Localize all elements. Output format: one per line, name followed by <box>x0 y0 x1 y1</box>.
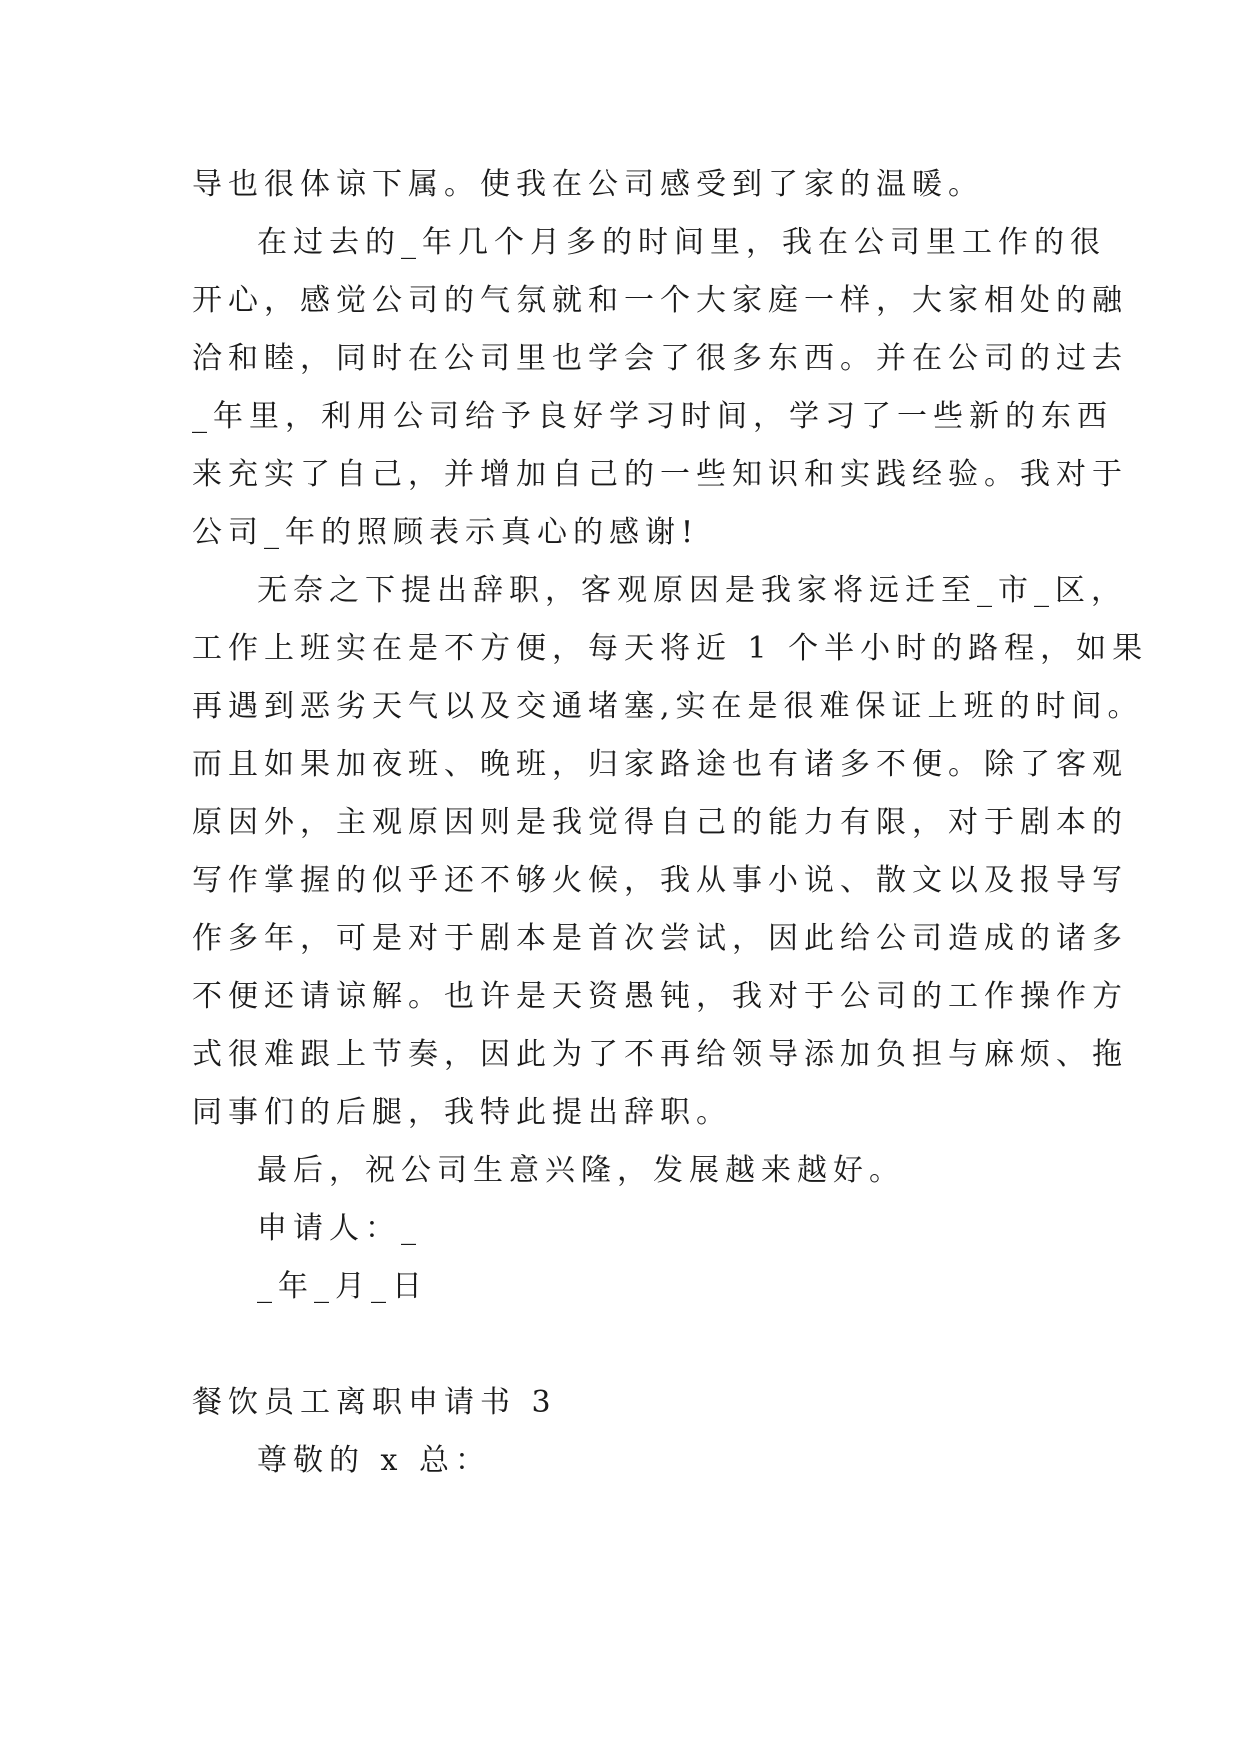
text-line: 导也很体谅下属。使我在公司感受到了家的温暖。 <box>192 167 984 202</box>
text-line: _年里，利用公司给予良好学习时间，学习了一些新的东西 <box>192 399 1113 434</box>
applicant-line: 申请人：_ <box>257 1211 422 1246</box>
text-line: 而且如果加夜班、晚班，归家路途也有诸多不便。除了客观 <box>192 747 1128 782</box>
text-line: 同事们的后腿，我特此提出辞职。 <box>192 1095 732 1130</box>
salutation: 尊敬的 x 总： <box>257 1443 491 1478</box>
text-line: 来充实了自己，并增加自己的一些知识和实践经验。我对于 <box>192 457 1128 492</box>
paragraph-start-line: 在过去的_年几个月多的时间里，我在公司里工作的很 <box>257 225 1106 260</box>
date-line: _年_月_日 <box>257 1269 428 1304</box>
text-line: 不便还请谅解。也许是天资愚钝，我对于公司的工作操作方 <box>192 979 1128 1014</box>
text-line: 写作掌握的似乎还不够火候，我从事小说、散文以及报导写 <box>192 863 1128 898</box>
text-line: 再遇到恶劣天气以及交通堵塞,实在是很难保证上班的时间。 <box>192 689 1144 724</box>
closing-wish: 最后，祝公司生意兴隆，发展越来越好。 <box>257 1153 905 1188</box>
text-line: 开心，感觉公司的气氛就和一个大家庭一样，大家相处的融 <box>192 283 1128 318</box>
text-line: 原因外，主观原因则是我觉得自己的能力有限，对于剧本的 <box>192 805 1128 840</box>
text-line: 工作上班实在是不方便，每天将近 1 个半小时的路程，如果 <box>192 631 1149 666</box>
paragraph-start-line: 无奈之下提出辞职，客观原因是我家将远迁至_市_区， <box>257 573 1127 608</box>
text-line: 洽和睦，同时在公司里也学会了很多东西。并在公司的过去 <box>192 341 1128 376</box>
text-line: 作多年，可是对于剧本是首次尝试，因此给公司造成的诸多 <box>192 921 1128 956</box>
text-line: 式很难跟上节奏，因此为了不再给领导添加负担与麻烦、拖 <box>192 1037 1128 1072</box>
section-title: 餐饮员工离职申请书 3 <box>192 1385 557 1420</box>
text-line: 公司_年的照顾表示真心的感谢! <box>192 515 700 550</box>
